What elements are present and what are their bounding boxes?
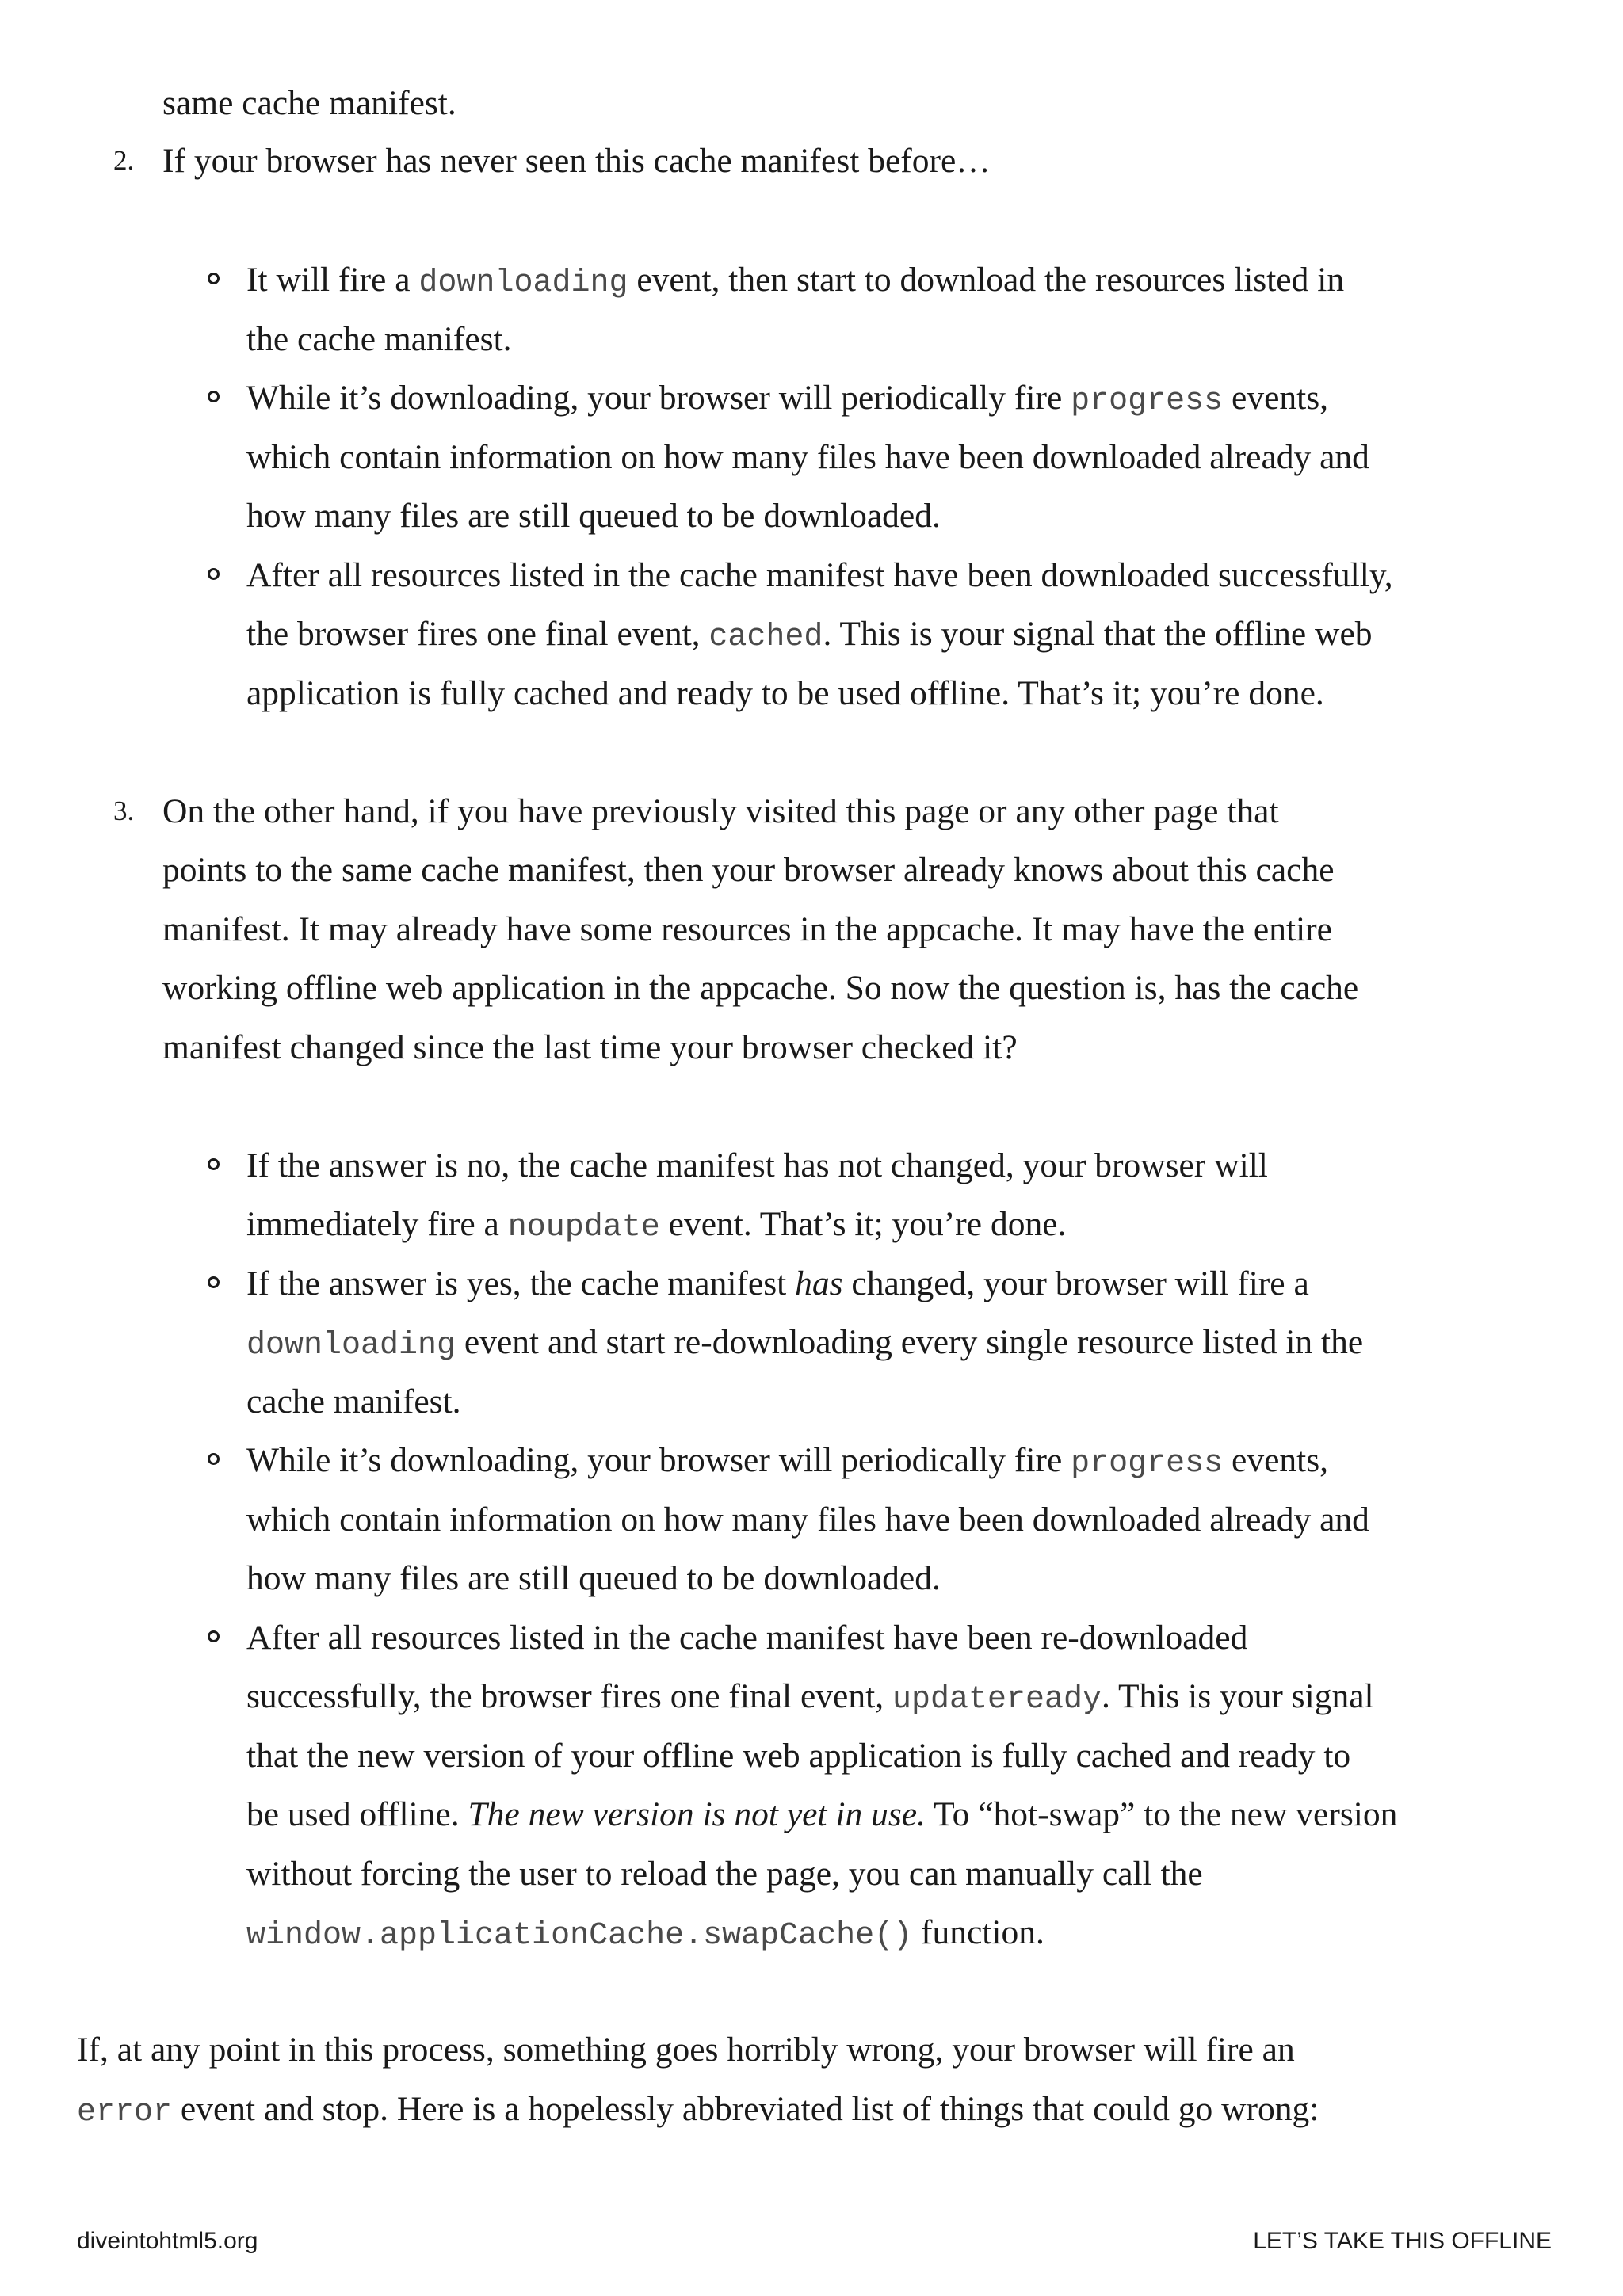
text-span: the browser fires one final event, [246, 615, 709, 653]
text-span: If, at any point in this process, something goes horribly wrong, your browser will fire an [77, 2031, 1295, 2069]
text-span: event and start re-downloading every single resource listed in the [456, 1323, 1364, 1361]
footer-site: diveintohtml5.org [77, 2228, 258, 2254]
footer-chapter: LET’S TAKE THIS OFFLINE [1253, 2228, 1552, 2254]
text-line [246, 1844, 1203, 1903]
text-span: If the answer is yes, the cache manifest [246, 1264, 796, 1302]
text-span: manifest. It may already have some resources in the appcache. It may have the entire [162, 910, 1332, 948]
text-line [246, 1372, 461, 1431]
code-span: progress [1071, 1446, 1224, 1482]
text-line [246, 546, 1393, 605]
text-line [246, 1195, 1066, 1257]
text-line [162, 1018, 1018, 1077]
text-line [246, 310, 512, 368]
code-span: progress [1071, 383, 1224, 419]
text-span: . This is your signal that the offline web [823, 615, 1373, 653]
text-span: event. That’s it; you’re done. [659, 1205, 1067, 1243]
text-span: After all resources listed in the cache manifest have been re-downloaded [246, 1619, 1248, 1657]
text-line [246, 1431, 1328, 1493]
text-span: the cache manifest. [246, 320, 512, 358]
text-span: To “hot-swap” to the new version [925, 1795, 1398, 1833]
text-line [162, 74, 456, 132]
text-span: While it’s downloading, your browser will periodically fire [246, 1441, 1071, 1479]
text-span: that the new version of your offline web application is fully cached and ready to [246, 1737, 1351, 1775]
list-number: 3. [113, 795, 135, 826]
text-span: working offline web application in the appcache. So now the question is, has the cache [162, 969, 1359, 1007]
text-span: . This is your signal [1102, 1677, 1374, 1715]
text-span: events, [1223, 1441, 1329, 1479]
text-line [246, 664, 1324, 723]
text-span: immediately fire a [246, 1205, 508, 1243]
text-line [246, 428, 1369, 486]
text-line [246, 1903, 1044, 1966]
text-line [246, 1667, 1374, 1730]
text-line [246, 1490, 1369, 1549]
bullet-icon [208, 1453, 220, 1465]
emphasis-span: The new version is not yet in use. [468, 1795, 926, 1833]
text-span: same cache manifest. [162, 84, 456, 122]
text-span: cache manifest. [246, 1383, 461, 1421]
text-line [246, 1549, 941, 1608]
text-span: changed, your browser will fire a [842, 1264, 1309, 1302]
bullet-icon [208, 391, 220, 402]
text-span: how many files are still queued to be downloaded. [246, 1559, 941, 1597]
text-span: On the other hand, if you have previously visited this page or any other page that [162, 792, 1279, 830]
bullet-icon [208, 273, 220, 284]
text-span: If the answer is no, the cache manifest has not changed, your browser will [246, 1146, 1268, 1184]
text-line [246, 1136, 1268, 1195]
emphasis-span: has [795, 1264, 843, 1302]
code-span: error [77, 2095, 173, 2130]
text-span: event, then start to download the resources listed in [628, 261, 1345, 299]
text-span: If your browser has never seen this cache manifest before… [162, 142, 991, 180]
text-span: manifest changed since the last time your browser checked it? [162, 1028, 1018, 1066]
text-line [246, 1785, 1397, 1844]
bullet-icon [208, 1276, 220, 1288]
text-span: application is fully cached and ready to be used offline. That’s it; you’re done. [246, 674, 1324, 712]
text-span: without forcing the user to reload the page, you can manually call the [246, 1855, 1203, 1893]
text-span: how many files are still queued to be downloaded. [246, 497, 941, 535]
code-span: downloading [418, 265, 628, 301]
text-line [162, 959, 1358, 1017]
text-span: function. [912, 1913, 1044, 1951]
text-line [162, 132, 991, 190]
text-line [162, 841, 1335, 899]
text-span: successfully, the browser fires one final event, [246, 1677, 892, 1715]
text-span: which contain information on how many files have been downloaded already and [246, 438, 1369, 476]
text-span: points to the same cache manifest, then your browser already knows about this cache [162, 851, 1335, 889]
bullet-icon [208, 1158, 220, 1170]
text-line [246, 486, 941, 545]
text-line [246, 1608, 1247, 1667]
text-span: events, [1223, 379, 1329, 417]
text-line [246, 1313, 1363, 1375]
text-span: event and stop. Here is a hopelessly abbreviated list of things that could go wrong: [172, 2090, 1319, 2128]
text-span: which contain information on how many files have been downloaded already and [246, 1501, 1369, 1539]
code-span: window.applicationCache.swapCache() [246, 1918, 913, 1954]
code-span: noupdate [507, 1210, 660, 1245]
text-span: After all resources listed in the cache manifest have been downloaded successfully, [246, 556, 1393, 594]
text-line [246, 605, 1373, 667]
text-line [246, 250, 1344, 313]
text-line [246, 368, 1328, 431]
text-line [246, 1726, 1350, 1785]
bullet-icon [208, 1630, 220, 1642]
code-span: downloading [246, 1328, 456, 1363]
text-line [162, 900, 1332, 959]
code-span: updateready [892, 1682, 1102, 1718]
text-span: be used offline. [246, 1795, 468, 1833]
text-span: While it’s downloading, your browser will periodically fire [246, 379, 1071, 417]
code-span: cached [708, 620, 823, 655]
bullet-icon [208, 568, 220, 580]
text-line [77, 2080, 1319, 2142]
list-number: 2. [113, 145, 135, 176]
text-span: It will fire a [246, 261, 419, 299]
text-line [246, 1254, 1309, 1313]
text-line [162, 782, 1279, 841]
text-line [77, 2020, 1295, 2079]
